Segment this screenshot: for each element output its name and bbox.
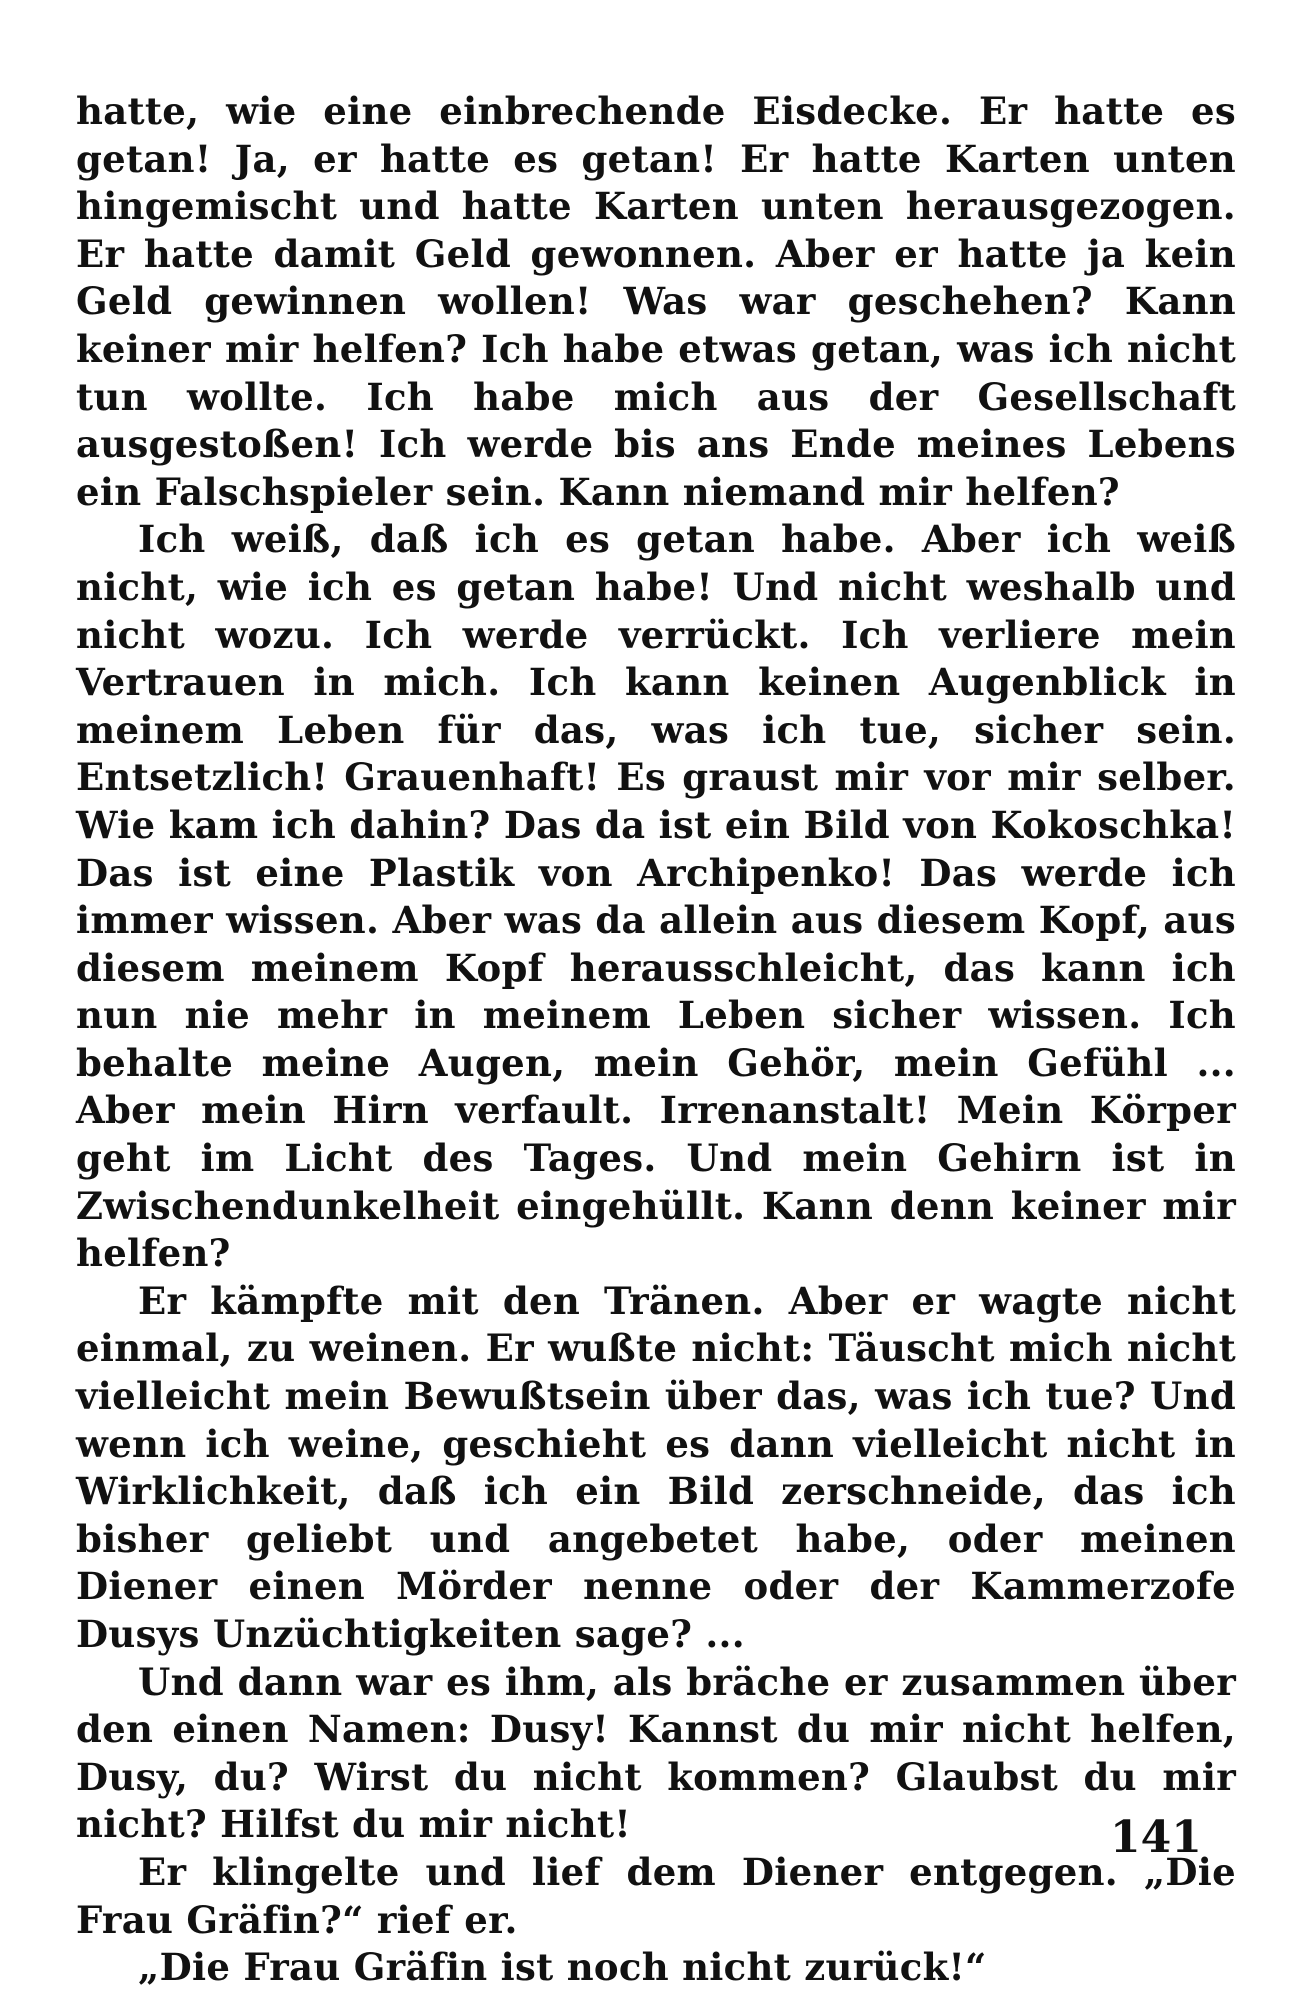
paragraph-5: Er klingelte und lief dem Diener entgegen. „Die Frau Gräfin?“ rief er.	[76, 1849, 1236, 1942]
paragraph-2: Ich weiß, daß ich es getan habe. Aber ich weiß nicht, wie ich es getan habe! Und nicht weshalb und nicht wozu. Ich werde verrückt. Ich verliere mein Vertrauen in mich. Ich kann keinen Augenblick in meinem Leben für das, was ich tue, sicher sein. Entsetzlich! Grauenhaft! Es graust mir vor mir selber. Wie kam ich dahin? Das da ist ein Bild von Kokoschka! Das ist eine Plastik von Archipenko! Das werde ich immer wissen. Aber was da allein aus diesem Kopf, aus diesem meinem Kopf herausschleicht, das kann ich nun nie mehr in meinem Leben sicher wissen. Ich behalte meine Augen, mein Gehör, mein Gefühl ... Aber mein Hirn verfault. Irrenanstalt! Mein Körper geht im Licht des Tages. Und mein Gehirn ist in Zwischendunkelheit eingehüllt. Kann denn keiner mir helfen?	[76, 517, 1236, 1276]
paragraph-4: Und dann war es ihm, als bräche er zusammen über den einen Namen: Dusy! Kannst du mir nicht helfen, Dusy, du? Wirst du nicht kommen? Glaubst du mir nicht? Hilfst du mir nicht!	[76, 1659, 1236, 1847]
paragraph-1: hatte, wie eine einbrechende Eisdecke. Er hatte es getan! Ja, er hatte es getan! Er hatte Karten unten hingemischt und hatte Karten unten herausgezogen. Er hatte damit Geld gewonnen. Aber er hatte ja kein Geld gewinnen wollen! Was war geschehen? Kann keiner mir helfen? Ich habe etwas getan, was ich nicht tun wollte. Ich habe mich aus der Gesellschaft ausgestoßen! Ich werde bis ans Ende meines Lebens ein Falschspieler sein. Kann niemand mir helfen?	[76, 89, 1236, 514]
page-number: 141	[1110, 1812, 1202, 1863]
body-text	[76, 88, 1236, 1992]
paragraph-3: Er kämpfte mit den Tränen. Aber er wagte nicht einmal, zu weinen. Er wußte nicht: Täuscht mich nicht vielleicht mein Bewußtsein über das, was ich tue? Und wenn ich weine, geschieht es dann vielleicht nicht in Wirklichkeit, daß ich ein Bild zerschneide, das ich bisher geliebt und angebetet habe, oder meinen Diener einen Mörder nenne oder der Kammerzofe Dusys Unzüchtigkeiten sage? ...	[76, 1278, 1236, 1656]
paragraph-6: „Die Frau Gräfin ist noch nicht zurück!“	[138, 1945, 987, 1990]
